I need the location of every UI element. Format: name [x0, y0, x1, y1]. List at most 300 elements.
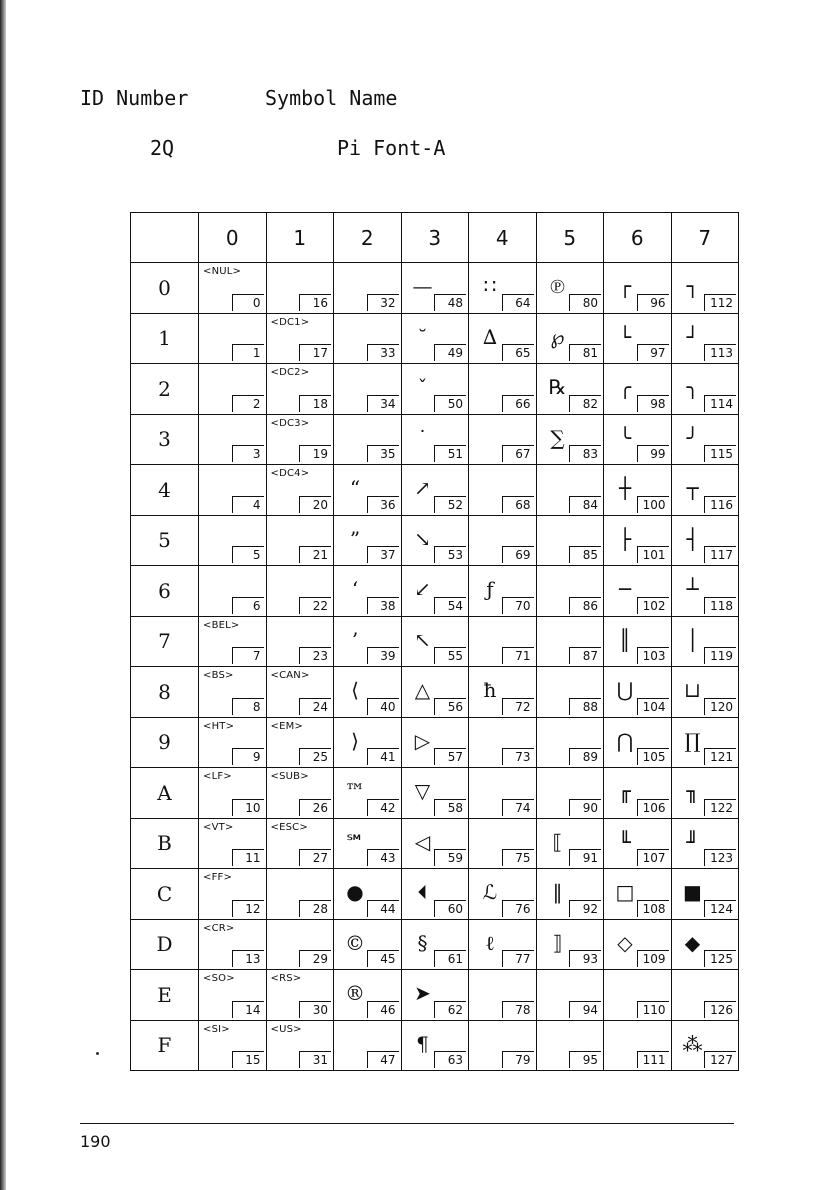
code-number-box: 35	[367, 445, 399, 462]
code-number-box: 82	[569, 395, 601, 412]
char-cell	[199, 313, 267, 364]
char-cell	[266, 263, 334, 314]
code-number-box: 117	[704, 546, 736, 563]
char-cell	[604, 1020, 672, 1071]
code-number-box: 26	[299, 799, 331, 816]
glyph-symbol: ⟦	[552, 829, 563, 854]
char-cell	[671, 970, 739, 1021]
glyph-symbol: ⟩	[351, 728, 359, 753]
glyph-symbol: ⋂	[616, 728, 634, 753]
table-row	[131, 465, 739, 516]
glyph-symbol: ▽	[414, 779, 431, 803]
char-cell	[469, 414, 537, 465]
char-cell	[469, 869, 537, 920]
char-cell	[401, 364, 469, 415]
char-cell	[401, 616, 469, 667]
char-cell	[401, 263, 469, 314]
glyph-symbol: ∆	[483, 324, 497, 349]
code-number-box: 43	[367, 849, 399, 866]
table-row	[131, 313, 739, 364]
char-cell	[266, 919, 334, 970]
row-header: 1	[131, 313, 199, 364]
char-cell	[401, 1020, 469, 1071]
char-cell	[604, 970, 672, 1021]
code-number-box: 3	[232, 445, 264, 462]
char-cell	[266, 616, 334, 667]
char-cell	[671, 667, 739, 718]
char-cell	[671, 818, 739, 869]
code-number-box: 31	[299, 1051, 331, 1068]
char-cell	[199, 515, 267, 566]
char-cell	[334, 818, 402, 869]
table-row	[131, 818, 739, 869]
code-number-box: 96	[637, 294, 669, 311]
char-cell	[536, 1020, 604, 1071]
code-number-box: 15	[232, 1051, 264, 1068]
code-number-box: 34	[367, 395, 399, 412]
char-cell	[671, 768, 739, 819]
scan-speck	[96, 1052, 99, 1055]
code-number-box: 44	[367, 900, 399, 917]
code-number-box: 122	[704, 799, 736, 816]
code-number-box: 70	[502, 597, 534, 614]
code-number-box: 106	[637, 799, 669, 816]
code-number-box: 49	[434, 344, 466, 361]
char-cell	[469, 1020, 537, 1071]
char-cell	[266, 566, 334, 617]
glyph-symbol: ⏴	[417, 880, 428, 904]
char-cell	[401, 768, 469, 819]
code-number-box: 83	[569, 445, 601, 462]
table-row	[131, 566, 739, 617]
char-cell	[401, 919, 469, 970]
char-cell	[604, 869, 672, 920]
code-number-box: 55	[434, 647, 466, 664]
char-cell	[604, 919, 672, 970]
code-number-box: 94	[569, 1001, 601, 1018]
glyph-symbol: ƒ	[486, 577, 494, 601]
code-number-box: 107	[637, 849, 669, 866]
code-number-box: 74	[502, 799, 534, 816]
char-cell	[334, 263, 402, 314]
glyph-symbol: ”	[349, 526, 361, 551]
code-number-box: 84	[569, 496, 601, 513]
code-number-box: 29	[299, 950, 331, 967]
glyph-symbol: ┘	[686, 324, 699, 349]
char-cell	[604, 414, 672, 465]
code-number-box: 76	[502, 900, 534, 917]
code-number-box: 111	[637, 1051, 669, 1068]
control-code-label: <SO>	[203, 973, 235, 984]
glyph-symbol: “	[349, 476, 361, 500]
char-cell	[334, 364, 402, 415]
char-cell	[266, 667, 334, 718]
glyph-symbol: │	[686, 627, 699, 652]
table-row	[131, 263, 739, 314]
char-cell	[536, 515, 604, 566]
char-cell	[266, 414, 334, 465]
symbol-name-value: Pi Font-A	[337, 136, 446, 160]
glyph-symbol: ®	[345, 981, 365, 1005]
char-cell	[604, 717, 672, 768]
char-cell	[671, 1020, 739, 1071]
char-cell	[266, 515, 334, 566]
char-cell	[536, 667, 604, 718]
glyph-symbol: ˘	[417, 324, 428, 349]
char-cell	[536, 717, 604, 768]
glyph-symbol: ◁	[414, 829, 431, 854]
code-number-box: 13	[232, 950, 264, 967]
table-row	[131, 616, 739, 667]
code-number-box: 104	[637, 698, 669, 715]
code-number-box: 63	[434, 1051, 466, 1068]
char-cell	[266, 1020, 334, 1071]
row-header: 2	[131, 364, 199, 415]
char-cell	[469, 717, 537, 768]
code-number-box: 42	[367, 799, 399, 816]
char-cell	[266, 717, 334, 768]
char-cell	[334, 616, 402, 667]
char-cell	[199, 667, 267, 718]
char-cell	[604, 818, 672, 869]
code-number-box: 109	[637, 950, 669, 967]
char-cell	[199, 616, 267, 667]
char-cell	[401, 465, 469, 516]
code-number-box: 81	[569, 344, 601, 361]
code-number-box: 36	[367, 496, 399, 513]
glyph-symbol: ╰	[618, 425, 632, 450]
char-cell	[536, 919, 604, 970]
code-number-box: 80	[569, 294, 601, 311]
column-header: 6	[604, 213, 672, 263]
control-code-label: <SUB>	[270, 771, 309, 782]
code-number-box: 72	[502, 698, 534, 715]
code-number-box: 39	[367, 647, 399, 664]
control-code-label: <RS>	[270, 973, 302, 984]
char-cell	[199, 869, 267, 920]
character-table	[130, 212, 739, 1071]
code-number-box: 60	[434, 900, 466, 917]
code-number-box: 17	[299, 344, 331, 361]
control-code-label: <BS>	[203, 670, 234, 681]
code-number-box: 47	[367, 1051, 399, 1068]
code-number-box: 22	[299, 597, 331, 614]
control-code-label: <DC4>	[270, 468, 310, 479]
code-number-box: 108	[637, 900, 669, 917]
table-row	[131, 1020, 739, 1071]
glyph-symbol: ➤	[414, 981, 431, 1005]
char-cell	[536, 970, 604, 1021]
code-number-box: 66	[502, 395, 534, 412]
control-code-label: <SI>	[203, 1023, 230, 1035]
code-number-box: 10	[232, 799, 264, 816]
char-cell	[536, 364, 604, 415]
row-header: 6	[131, 566, 199, 617]
glyph-symbol: ■	[683, 880, 702, 904]
glyph-symbol: ’	[351, 627, 359, 652]
glyph-symbol: ⟨	[351, 678, 359, 702]
char-cell	[671, 515, 739, 566]
glyph-symbol: ┼	[618, 476, 632, 500]
code-number-box: 7	[232, 647, 264, 664]
char-cell	[401, 717, 469, 768]
code-number-box: 115	[704, 445, 736, 462]
row-header: E	[131, 970, 199, 1021]
glyph-symbol: ℗	[549, 274, 566, 298]
code-number-box: 93	[569, 950, 601, 967]
glyph-symbol: ↗	[414, 476, 431, 500]
glyph-symbol: ╭	[618, 375, 632, 399]
code-number-box: 99	[637, 445, 669, 462]
glyph-symbol: ┤	[686, 526, 699, 551]
code-number-box: 51	[434, 445, 466, 462]
scan-edge	[0, 0, 6, 1190]
glyph-symbol: ℠	[344, 829, 366, 854]
code-number-box: 24	[299, 698, 331, 715]
char-cell	[334, 465, 402, 516]
code-number-box: 126	[704, 1001, 736, 1018]
char-cell	[266, 970, 334, 1021]
code-number-box: 5	[232, 546, 264, 563]
glyph-symbol: △	[414, 678, 431, 702]
char-cell	[536, 263, 604, 314]
char-cell	[469, 616, 537, 667]
id-number-value: 2Q	[150, 136, 175, 160]
char-cell	[199, 465, 267, 516]
table-row	[131, 717, 739, 768]
char-cell	[334, 717, 402, 768]
code-number-box: 121	[704, 748, 736, 765]
char-cell	[199, 768, 267, 819]
char-cell	[199, 919, 267, 970]
code-number-box: 120	[704, 698, 736, 715]
code-number-box: 112	[704, 294, 736, 311]
code-number-box: 54	[434, 597, 466, 614]
code-number-box: 12	[232, 900, 264, 917]
table-row	[131, 364, 739, 415]
glyph-symbol: ╮	[686, 375, 699, 399]
row-header: D	[131, 919, 199, 970]
code-number-box: 9	[232, 748, 264, 765]
code-number-box: 98	[637, 395, 669, 412]
table-row	[131, 919, 739, 970]
code-number-box: 125	[704, 950, 736, 967]
char-cell	[671, 919, 739, 970]
char-cell	[266, 818, 334, 869]
code-number-box: 95	[569, 1051, 601, 1068]
code-number-box: 91	[569, 849, 601, 866]
row-header: 3	[131, 414, 199, 465]
code-number-box: 0	[232, 294, 264, 311]
char-cell	[199, 566, 267, 617]
column-header: 7	[671, 213, 739, 263]
char-cell	[266, 768, 334, 819]
code-number-box: 45	[367, 950, 399, 967]
char-cell	[334, 566, 402, 617]
char-cell	[604, 465, 672, 516]
glyph-symbol: ┴	[686, 577, 699, 601]
char-cell	[334, 970, 402, 1021]
code-number-box: 6	[232, 597, 264, 614]
control-code-label: <EM>	[270, 720, 304, 732]
code-number-box: 71	[502, 647, 534, 664]
code-number-box: 62	[434, 1001, 466, 1018]
char-cell	[536, 869, 604, 920]
table-row	[131, 667, 739, 718]
glyph-symbol: ┐	[686, 274, 699, 298]
glyph-symbol: ˙	[417, 425, 428, 450]
code-number-box: 61	[434, 950, 466, 967]
glyph-symbol: ∷	[483, 274, 497, 298]
glyph-symbol: ↙	[414, 577, 431, 601]
char-cell	[469, 667, 537, 718]
char-cell	[604, 515, 672, 566]
glyph-symbol: ⊔	[684, 678, 701, 702]
code-number-box: 102	[637, 597, 669, 614]
char-cell	[334, 1020, 402, 1071]
glyph-symbol: └	[618, 324, 632, 349]
corner-cell	[131, 213, 199, 263]
char-cell	[334, 414, 402, 465]
code-number-box: 23	[299, 647, 331, 664]
control-code-label: <HT>	[203, 720, 235, 732]
char-cell	[199, 263, 267, 314]
code-number-box: 105	[637, 748, 669, 765]
glyph-symbol: ║	[618, 627, 632, 652]
control-code-label: <BEL>	[203, 619, 240, 631]
char-cell	[671, 566, 739, 617]
code-number-box: 86	[569, 597, 601, 614]
code-number-box: 103	[637, 647, 669, 664]
control-code-label: <DC2>	[270, 367, 310, 378]
control-code-label: <VT>	[203, 821, 234, 833]
char-cell	[536, 566, 604, 617]
char-cell	[401, 869, 469, 920]
char-cell	[671, 869, 739, 920]
char-cell	[671, 717, 739, 768]
char-cell	[469, 970, 537, 1021]
column-header-row	[131, 213, 739, 263]
code-number-box: 89	[569, 748, 601, 765]
glyph-symbol: §	[417, 930, 428, 955]
column-header: 4	[469, 213, 537, 263]
char-cell	[401, 515, 469, 566]
column-header: 3	[401, 213, 469, 263]
glyph-symbol: ↖	[414, 627, 431, 652]
char-cell	[199, 1020, 267, 1071]
code-number-box: 123	[704, 849, 736, 866]
code-number-box: 119	[704, 647, 736, 664]
symbol-name-label: Symbol Name	[265, 86, 398, 110]
glyph-symbol: □	[615, 880, 635, 904]
char-cell	[199, 717, 267, 768]
column-header: 5	[536, 213, 604, 263]
code-number-box: 58	[434, 799, 466, 816]
char-cell	[266, 364, 334, 415]
code-number-box: 90	[569, 799, 601, 816]
char-cell	[604, 566, 672, 617]
glyph-symbol: ℘	[550, 324, 565, 349]
code-number-box: 11	[232, 849, 264, 866]
code-number-box: 65	[502, 344, 534, 361]
table-row	[131, 414, 739, 465]
code-number-box: 27	[299, 849, 331, 866]
code-number-box: 48	[434, 294, 466, 311]
glyph-symbol: ⟧	[552, 930, 563, 955]
table-row	[131, 970, 739, 1021]
code-number-box: 19	[299, 445, 331, 462]
table-row	[131, 869, 739, 920]
char-cell	[671, 414, 739, 465]
code-number-box: 20	[299, 496, 331, 513]
char-cell	[199, 414, 267, 465]
char-cell	[469, 768, 537, 819]
code-number-box: 14	[232, 1001, 264, 1018]
code-number-box: 50	[434, 395, 466, 412]
char-cell	[536, 414, 604, 465]
control-code-label: <US>	[270, 1023, 302, 1035]
row-header: B	[131, 818, 199, 869]
code-number-box: 127	[704, 1051, 736, 1068]
char-cell	[199, 364, 267, 415]
code-number-box: 59	[434, 849, 466, 866]
char-cell	[469, 818, 537, 869]
char-cell	[469, 919, 537, 970]
char-cell	[469, 515, 537, 566]
glyph-symbol: ℞	[548, 375, 567, 399]
code-number-box: 40	[367, 698, 399, 715]
row-header: 9	[131, 717, 199, 768]
code-number-box: 88	[569, 698, 601, 715]
column-header: 0	[199, 213, 267, 263]
glyph-symbol: ┌	[618, 274, 632, 298]
row-header: 5	[131, 515, 199, 566]
code-number-box: 33	[367, 344, 399, 361]
glyph-symbol: ╙	[618, 829, 632, 854]
code-number-box: 46	[367, 1001, 399, 1018]
glyph-symbol: ┬	[686, 476, 699, 500]
table-row	[131, 515, 739, 566]
char-cell	[604, 768, 672, 819]
code-number-box: 118	[704, 597, 736, 614]
control-code-label: <ESC>	[270, 821, 308, 833]
glyph-symbol: ¶	[416, 1031, 429, 1056]
glyph-symbol: ℓ	[485, 930, 495, 955]
glyph-symbol: ●	[346, 880, 364, 904]
glyph-symbol: ™	[345, 779, 365, 803]
code-number-box: 97	[637, 344, 669, 361]
glyph-symbol: ↘	[414, 526, 431, 551]
code-number-box: 87	[569, 647, 601, 664]
code-number-box: 8	[232, 698, 264, 715]
control-code-label: <FF>	[203, 872, 233, 883]
code-number-box: 37	[367, 546, 399, 563]
row-header: 8	[131, 667, 199, 718]
code-number-box: 38	[367, 597, 399, 614]
code-number-box: 124	[704, 900, 736, 917]
page-number: 190	[80, 1132, 111, 1151]
glyph-symbol: ╓	[618, 779, 632, 803]
char-cell	[604, 313, 672, 364]
control-code-label: <DC3>	[270, 417, 310, 429]
code-number-box: 73	[502, 748, 534, 765]
code-number-box: 4	[232, 496, 264, 513]
glyph-symbol: ‘	[351, 577, 359, 601]
char-cell	[604, 364, 672, 415]
row-header: F	[131, 1020, 199, 1071]
code-number-box: 18	[299, 395, 331, 412]
row-header: C	[131, 869, 199, 920]
